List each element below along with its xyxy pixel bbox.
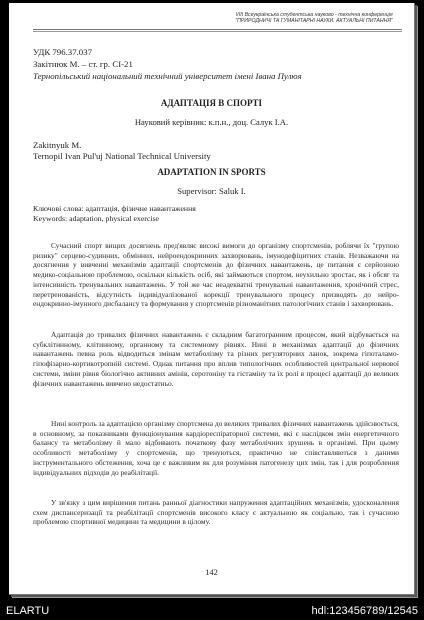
keywords-ua: Ключові слова: адаптація, фізичне навантаження bbox=[33, 204, 196, 213]
repository-label: ELARTU bbox=[6, 605, 50, 617]
body-paragraph: У зв'язку з цим вирішення питань ранньої діагностики напруження адаптаційних механізмів, удосконалення схем диспансеризації та реабілітації спортсменів високого класу є актуальною як соціально, так і сучасною проблемою спортивної медицини та медицини в цілому. bbox=[33, 498, 399, 527]
body-paragraph: Сучасний спорт вищих досягнень пред'являє високі вимоги до організму спортсменів, роблячи їх "групою ризику" серцево-судинних, обмінних, нейроендокринних захворювань, імунодефіцитних станів. Незважаючи на досягнення у вивченні механізмів адаптації спортсменів до фізичних навантажень, це питання є серйозною медико-соціальною проблемою, оскільки кількість осіб, які займаються спортом, неухильно зростає, як і обсяг та інтенсивність тренувальних навантажень. У той же час неадекватні тренувальні навантаження, хронічний стрес, перетренованість, відсутність індивідуалізованої корекції тренувального процесу призводять до нейро-ендокринно-імунного дисбалансу та формування у спортсменів різноманітних патологічних станів і захворювань. bbox=[33, 241, 399, 309]
body-paragraph: Адаптація до тривалих фізичних навантажень є складним багатогранним процесом, який відбувається на субклітинному, клітинному, органному та системному рівнях. Нині в механізмах адаптації до фізичних навантажень певна роль відводиться змінам метаболізму та різних регуляторних ланок, зокрема гіпоталамо-гіпофізарно-кортикотропній системі. Однак питання про вплив типологічних особливостей центральної нервової системи, зміни рівня біологічно активних амінів, серотоніну та гістаміну та їх ролі в процесі адаптації до великих фізичних навантажень вивчено недостатньо. bbox=[33, 330, 399, 388]
institution-en: Ternopil Ivan Pul'uj National Technical University bbox=[33, 151, 211, 161]
author-ua: Закітнюк М. – ст. гр. СІ-21 bbox=[33, 59, 133, 69]
paper-title-ua: АДАПТАЦІЯ В СПОРТІ bbox=[160, 98, 263, 108]
udc-code: УДК 796.37.037 bbox=[33, 47, 92, 57]
supervisor-ua: Науковий керівник: к.п.н., доц. Салук І.А. bbox=[134, 117, 289, 127]
institution-ua: Тернопільський національний технічний університет імені Івана Пулюя bbox=[33, 71, 302, 81]
body-paragraph: Нині контроль за адаптацією організму спортсмена до великих тривалих фізичних навантажень здійснюється, в основному, за показниками функціонування кардіореспіраторної системи, які є наслідком змін енергетичного балансу та метаболізму й мало відбивають початкову фазу метаболічних зрушень в організмі. При цьому особливості метаболізму у спортсменів, що тренуються, практично не співставляються з даними інструментального обстеження, хоча це є важливим як для розуміння патогенезу цих змін, так і для розроблення індивідуальних підходів до реабілітації. bbox=[33, 419, 399, 477]
header-rule-secondary bbox=[33, 31, 402, 32]
header-rule bbox=[33, 29, 402, 30]
document-page bbox=[9, 3, 415, 595]
page-number: 142 bbox=[205, 568, 218, 577]
keywords-en: Keywords: adaptation, physical exercise bbox=[33, 214, 160, 223]
supervisor-en: Supervisor: Saluk I. bbox=[177, 186, 246, 196]
author-en: Zakitnyuk M. bbox=[33, 140, 82, 150]
paper-title-en: ADAPTATION IN SPORTS bbox=[157, 167, 266, 177]
handle-identifier: hdl:123456789/12545 bbox=[311, 605, 418, 617]
conference-header: VIII Всеукраїнська студентська науково - технічна конференція "ПРИРОДНИЧІ ТА ГУМАНІТАРНІ НАУКИ. АКТУАЛЬНІ ПИТАННЯ" bbox=[235, 12, 393, 24]
